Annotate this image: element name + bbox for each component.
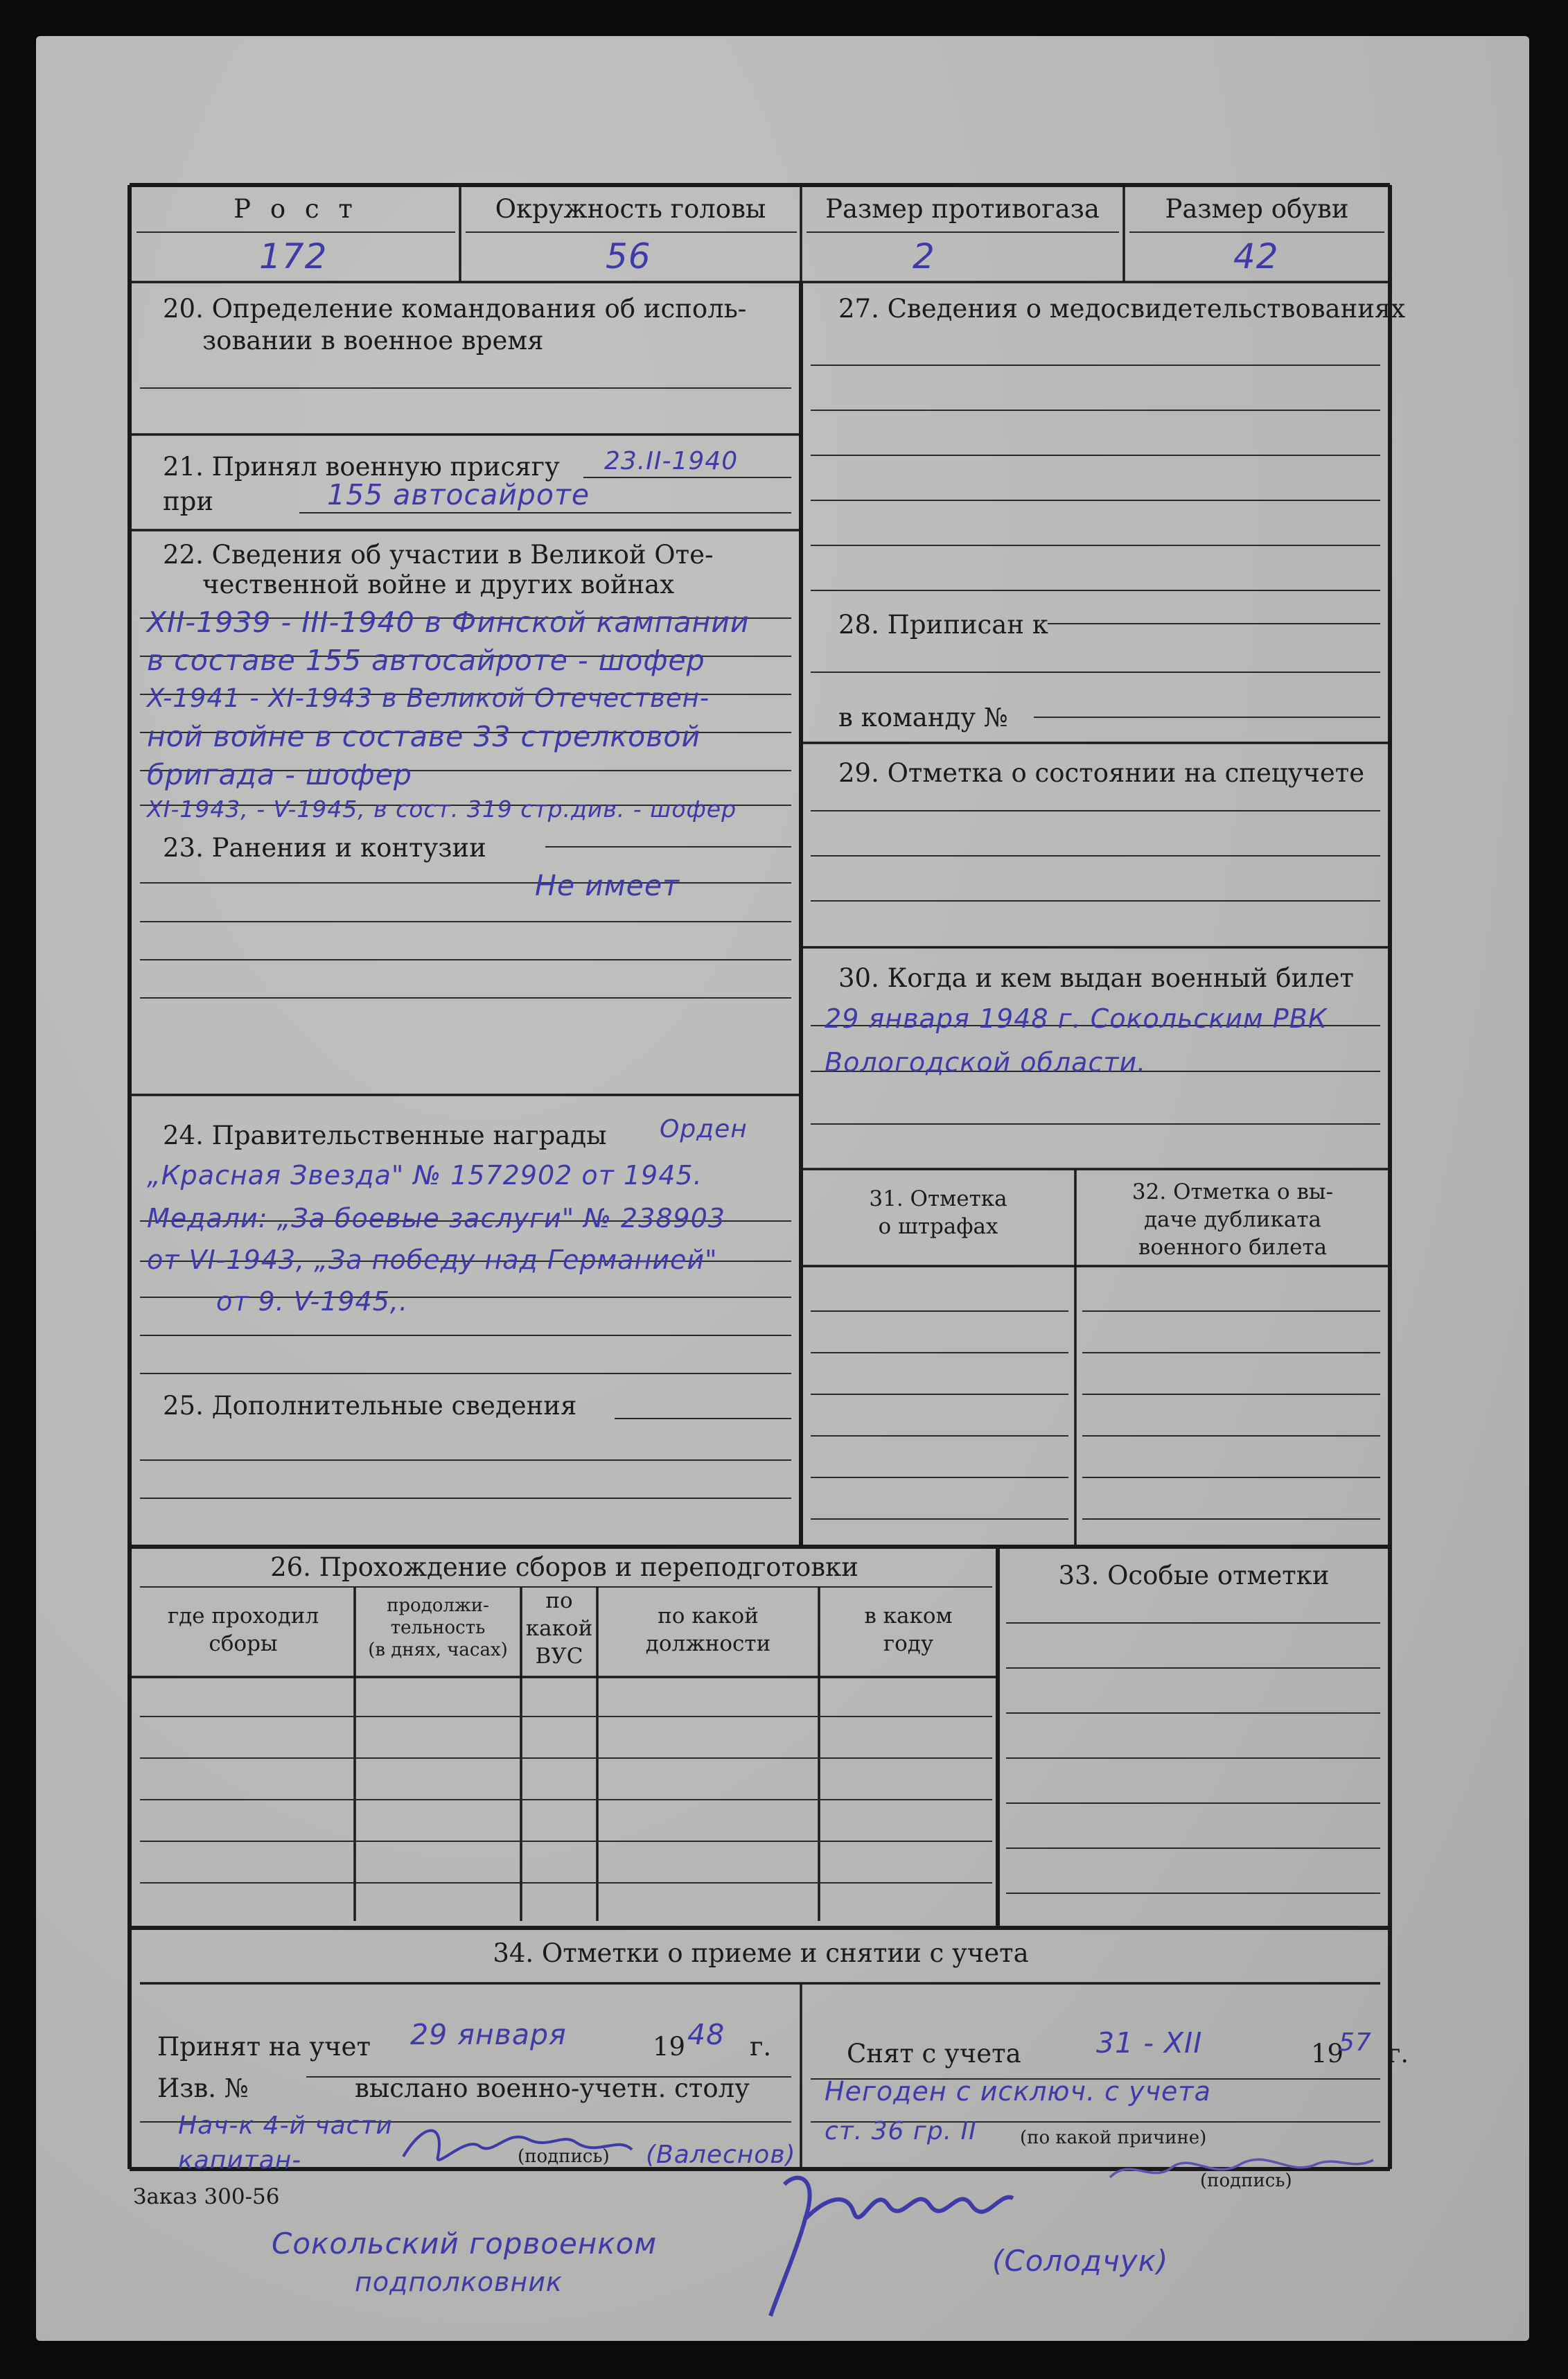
col-vus-2: какой <box>525 1616 593 1641</box>
shoe-size-label: Размер обуви <box>1165 194 1349 224</box>
removed-sign-caption: (подпись) <box>1200 2170 1292 2191</box>
col-vus-1: по <box>545 1588 573 1613</box>
duplicate-line1: 32. Отметка о вы- <box>1131 1179 1334 1204</box>
head-circumference-label: Окружность головы <box>495 194 766 224</box>
col-duration-3: (в днях, часах) <box>368 1640 508 1660</box>
military-record-card <box>36 36 1529 2341</box>
removed-reason-1: Негоден с исключ. с учета <box>825 2076 1211 2107</box>
special-registry-label: 29. Отметка о состоянии на спецучете <box>838 758 1365 788</box>
military-id-issued-label: 30. Когда и кем выдан военный билет <box>838 963 1355 993</box>
gas-mask-size-label: Размер противогаза <box>825 194 1100 224</box>
oath-pri-label: при <box>163 486 214 516</box>
col-position-1: по какой <box>658 1604 759 1629</box>
removed-date: 31 - XII <box>1096 2026 1203 2060</box>
col-position-2: должности <box>645 1631 771 1656</box>
war-entry-6: XI-1943, - V-1945, в сост. 319 стр.див. - шофер <box>147 796 737 823</box>
award-entry-3: Медали: „За боевые заслуги" № 238903 <box>147 1203 725 1234</box>
removed-year: 57 <box>1339 2028 1372 2057</box>
oath-date: 23.II-1940 <box>604 447 739 475</box>
sent-to-label: выслано военно-учетн. столу <box>355 2073 750 2103</box>
s22-line1: 22. Сведения об участии в Великой Оте- <box>163 540 714 570</box>
accepted-year-prefix: 19 <box>653 2032 686 2062</box>
removed-label: Снят с учета <box>847 2039 1021 2069</box>
accepted-official-title: Нач-к 4-й части <box>178 2112 393 2140</box>
accepted-official-name: (Валеснов) <box>646 2141 796 2169</box>
removed-signature <box>1103 2143 1380 2198</box>
medical-label: 27. Сведения о медосвидетельствованиях <box>838 294 1406 324</box>
shoe-size-value: 42 <box>1233 236 1279 276</box>
oath-label: 21. Принял военную присягу <box>163 452 560 482</box>
head-circumference-value: 56 <box>606 236 651 276</box>
duplicate-line2: даче дубликата <box>1143 1207 1322 1232</box>
col-duration-2: тельность <box>390 1617 486 1638</box>
oath-unit: 155 автосайроте <box>327 478 590 511</box>
war-entry-3: X-1941 - XI-1943 в Великой Отечествен- <box>147 683 710 713</box>
award-entry-1: Орден <box>660 1115 748 1143</box>
removed-reason-2: ст. 36 гр. II <box>825 2117 977 2145</box>
col-vus-3: ВУС <box>535 1644 583 1669</box>
accepted-official-rank: капитан- <box>178 2146 302 2175</box>
s20-line1: 20. Определение командования об исполь- <box>163 294 747 324</box>
col-year-2: году <box>883 1631 934 1656</box>
height-label: Р о с т <box>234 194 358 224</box>
gas-mask-size-value: 2 <box>913 236 935 276</box>
notice-number-label: Изв. № <box>157 2073 249 2103</box>
s22-line2: чественной войне и других войнах <box>202 570 675 599</box>
accepted-date: 29 января <box>410 2018 567 2051</box>
duplicate-line3: военного билета <box>1138 1235 1328 1260</box>
commissar-rank: подполковник <box>355 2267 563 2297</box>
wounds-value: Не имеет <box>535 869 680 902</box>
col-duration-1: продолжи- <box>387 1595 489 1616</box>
team-label: в команду № <box>838 703 1008 732</box>
height-value: 172 <box>259 236 328 276</box>
col-year-1: в каком <box>864 1604 953 1629</box>
military-id-issued-2: Вологодской области. <box>825 1047 1147 1078</box>
war-entry-5: бригада - шофер <box>147 758 412 791</box>
accepted-year: 48 <box>687 2018 725 2051</box>
order-number: Заказ 300-56 <box>133 2184 280 2209</box>
fines-line1: 31. Отметка <box>869 1186 1007 1211</box>
award-entry-5: от 9. V-1945,. <box>216 1286 409 1317</box>
award-entry-4: от VI-1943, „За победу над Германией" <box>147 1245 718 1275</box>
military-id-issued-1: 29 января 1948 г. Сокольским РВК <box>825 1003 1328 1034</box>
col-where-2: сборы <box>209 1631 278 1656</box>
commissar-title: Сокольский горвоенком <box>272 2227 658 2261</box>
removed-reason-caption: (по какой причине) <box>1020 2127 1207 2148</box>
commissar-name: (Солодчук) <box>992 2244 1169 2278</box>
accepted-label: Принят на учет <box>157 2032 371 2062</box>
accepted-sign-caption: (подпись) <box>518 2146 610 2167</box>
special-notes-label: 33. Особые отметки <box>1058 1561 1330 1590</box>
training-title: 26. Прохождение сборов и переподготовки <box>270 1552 858 1582</box>
col-where-1: где проходил <box>167 1604 319 1629</box>
additional-info-label: 25. Дополнительные сведения <box>163 1391 577 1421</box>
war-entry-4: ной войне в составе 33 стрелковой <box>147 720 701 753</box>
war-entry-1: XII-1939 - III-1940 в Финской кампании <box>147 606 750 639</box>
accepted-signature <box>396 2108 639 2177</box>
fines-line2: о штрафах <box>878 1214 998 1239</box>
wounds-label: 23. Ранения и контузии <box>163 833 486 863</box>
awards-label: 24. Правительственные награды <box>163 1121 607 1150</box>
accepted-g: г. <box>750 2032 772 2062</box>
removed-g: г. <box>1387 2039 1409 2069</box>
assigned-label: 28. Приписан к <box>838 610 1048 640</box>
award-entry-2: „Красная Звезда" № 1572902 от 1945. <box>147 1160 703 1191</box>
s20-line2: зовании в военное время <box>202 326 544 355</box>
war-entry-2: в составе 155 автосайроте - шофер <box>147 644 705 677</box>
registration-title: 34. Отметки о приеме и снятии с учета <box>493 1938 1029 1968</box>
commissar-signature <box>757 2157 1020 2323</box>
removed-year-prefix: 19 <box>1311 2039 1344 2069</box>
